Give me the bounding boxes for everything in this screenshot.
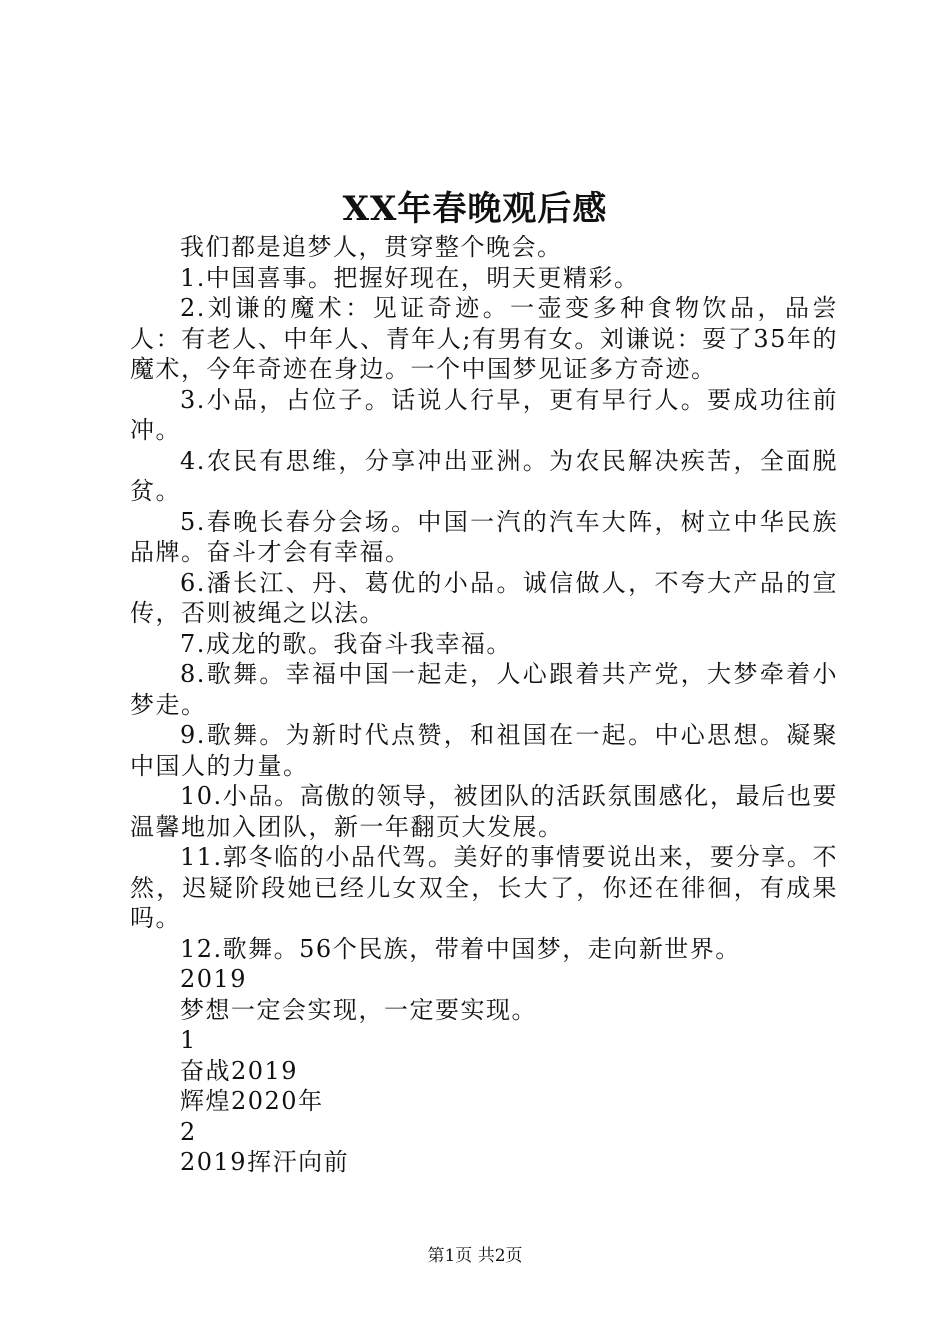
paragraph-item-3: 3.小品，占位子。话说人行早，更有早行人。要成功往前冲。 — [130, 385, 838, 444]
paragraph-intro: 我们都是追梦人，贯穿整个晚会。 — [180, 233, 563, 261]
paragraph-year-2019: 2019 — [180, 965, 248, 993]
paragraph-item-11: 11.郭冬临的小品代驾。美好的事情要说出来，要分享。不然，迟疑阶段她已经儿女双全，长大了，你还在徘徊，有成果吗。 — [130, 843, 838, 932]
paragraph-number-2: 2 — [180, 1117, 197, 1146]
paragraph-item-12: 12.歌舞。56个民族，带着中国梦，走向新世界。 — [180, 934, 741, 963]
paragraph-glory-2020: 辉煌2020年 — [180, 1087, 324, 1115]
paragraph-dream: 梦想一定会实现，一定要实现。 — [180, 995, 537, 1024]
paragraph-item-2: 2.刘谦的魔术：见证奇迹。一壶变多种食物饮品，品尝人：有老人、中年人、青年人;有男有女。刘谦说：耍了35年的魔术，今年奇迹在身边。一个中国梦见证多方奇迹。 — [130, 294, 838, 383]
paragraph-item-6: 6.潘长江、丹、葛优的小品。诚信做人，不夸大产品的宣传，否则被绳之以法。 — [130, 568, 838, 627]
paragraph-item-1: 1.中国喜事。把握好现在，明天更精彩。 — [180, 263, 640, 292]
paragraph-item-9: 9.歌舞。为新时代点赞，和祖国在一起。中心思想。凝聚中国人的力量。 — [130, 721, 838, 780]
paragraph-item-7: 7.成龙的歌。我奋斗我幸福。 — [180, 629, 512, 658]
paragraph-number-1: 1 — [180, 1026, 197, 1054]
document-body — [130, 232, 838, 1178]
document-title: XX年春晚观后感 — [342, 189, 608, 229]
paragraph-item-8: 8.歌舞。幸福中国一起走，人心跟着共产党，大梦牵着小梦走。 — [130, 660, 838, 719]
paragraph-forward-2019: 2019挥汗向前 — [180, 1148, 350, 1176]
paragraph-item-10: 10.小品。高傲的领导，被团队的活跃氛围感化，最后也要温馨地加入团队，新一年翻页大发展。 — [130, 782, 838, 841]
paragraph-item-5: 5.春晚长春分会场。中国一汽的汽车大阵，树立中华民族品牌。奋斗才会有幸福。 — [130, 507, 838, 566]
paragraph-fight-2019: 奋战2019 — [180, 1056, 299, 1085]
page-footer: 第1页 共2页 — [427, 1246, 523, 1266]
paragraph-item-4: 4.农民有思维，分享冲出亚洲。为农民解决疾苦，全面脱贫。 — [130, 446, 838, 505]
